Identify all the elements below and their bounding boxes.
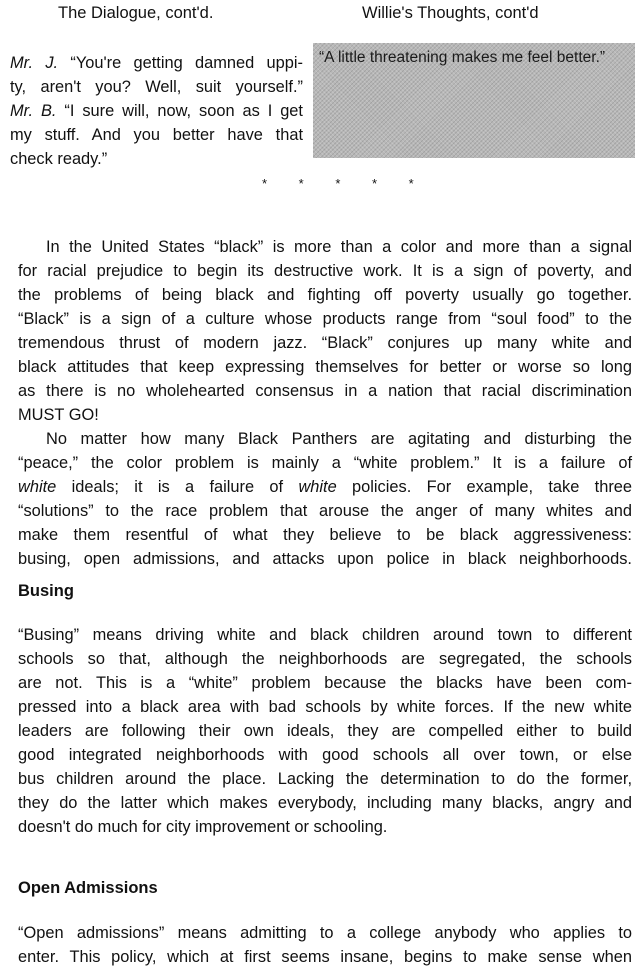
text-line bbox=[18, 945, 632, 969]
italic-text: white bbox=[298, 478, 337, 496]
busing-heading: Busing bbox=[18, 582, 74, 600]
thought-text: “A little threatening makes me feel better.” bbox=[319, 49, 606, 66]
text-run: “Busing” means driving white and black children around town to different bbox=[18, 626, 632, 644]
text-run: enter. This policy, which at first seems insane, begins to make sense when bbox=[18, 948, 632, 966]
text-line bbox=[18, 283, 632, 307]
text-line bbox=[18, 791, 632, 815]
text-line bbox=[10, 147, 303, 171]
text-line bbox=[10, 99, 303, 123]
text-run: “You're getting damned uppi- bbox=[58, 54, 303, 72]
text-line bbox=[18, 767, 632, 791]
text-line bbox=[10, 51, 303, 75]
text-line bbox=[18, 695, 632, 719]
text-run: busing, open admissions, and attacks upon police in black neighborhoods. bbox=[18, 550, 632, 568]
text-line bbox=[18, 331, 632, 355]
text-line bbox=[18, 475, 632, 499]
text-line bbox=[18, 355, 632, 379]
text-run: No matter how many Black Panthers are agitating and disturbing the bbox=[46, 430, 632, 448]
text-run: bus children around the place. Lacking the determination to do the former, bbox=[18, 770, 632, 788]
text-line bbox=[18, 647, 632, 671]
text-line bbox=[18, 259, 632, 283]
text-line bbox=[10, 123, 303, 147]
text-run: tremendous thrust of modern jazz. “Black” conjures up many white and bbox=[18, 334, 632, 352]
text-run: In the United States “black” is more than a color and more than a signal bbox=[46, 238, 632, 256]
text-run: are not. This is a “white” problem because the blacks have been com- bbox=[18, 674, 632, 692]
text-run: black attitudes that keep expressing themselves for better or worse so long bbox=[18, 358, 632, 376]
text-run: pressed into a black area with bad schools by white forces. If the new white bbox=[18, 698, 632, 716]
text-run: leaders are following their own ideals, they are compelled either to build bbox=[18, 722, 632, 740]
thoughts-header: Willie's Thoughts, cont'd bbox=[362, 4, 539, 22]
text-line bbox=[18, 307, 632, 331]
text-line bbox=[18, 623, 632, 647]
text-run: policies. For example, take three bbox=[336, 478, 633, 496]
text-run: they do the latter which makes everybody, including many blacks, angry and bbox=[18, 794, 632, 812]
text-line bbox=[18, 523, 632, 547]
italic-text: Mr. J. bbox=[10, 54, 59, 72]
dialogue-header: The Dialogue, cont'd. bbox=[58, 4, 214, 22]
italic-text: white bbox=[18, 478, 57, 496]
text-run: ty, aren't you? Well, suit yourself.” bbox=[10, 78, 303, 96]
italic-text: Mr. B. bbox=[10, 102, 57, 120]
text-run: as there is no wholehearted consensus in a nation that racial discrimination bbox=[18, 382, 632, 400]
text-run: MUST GO! bbox=[18, 406, 99, 424]
text-line bbox=[18, 379, 632, 403]
text-run: “I sure will, now, soon as I get bbox=[56, 102, 303, 120]
text-line bbox=[18, 815, 632, 839]
text-run: “solutions” to the race problem that arouse the anger of many whites and bbox=[18, 502, 632, 520]
text-line bbox=[46, 427, 632, 451]
thought-box bbox=[313, 43, 635, 158]
open-admissions-heading: Open Admissions bbox=[18, 879, 158, 897]
text-line bbox=[18, 671, 632, 695]
text-line bbox=[18, 403, 632, 427]
text-run: ideals; it is a failure of bbox=[56, 478, 299, 496]
text-line bbox=[18, 547, 632, 571]
text-line bbox=[18, 743, 632, 767]
text-line bbox=[18, 499, 632, 523]
text-run: “peace,” the color problem is mainly a “white problem.” It is a failure of bbox=[18, 454, 632, 472]
section-separator: * * * * * bbox=[262, 176, 428, 191]
text-run: good integrated neighborhoods with good schools all over town, or else bbox=[18, 746, 632, 764]
text-line bbox=[18, 719, 632, 743]
text-run: for racial prejudice to begin its destructive work. It is a sign of poverty, and bbox=[18, 262, 632, 280]
text-run: my stuff. And you better have that bbox=[10, 126, 303, 144]
text-run: “Black” is a sign of a culture whose products range from “soul food” to the bbox=[18, 310, 632, 328]
text-run: doesn't do much for city improvement or schooling. bbox=[18, 818, 388, 836]
text-line bbox=[18, 921, 632, 945]
text-run: check ready.” bbox=[10, 150, 108, 168]
text-run: the problems of being black and fighting off poverty usually go together. bbox=[18, 286, 632, 304]
text-run: schools so that, although the neighborhoods are segregated, the schools bbox=[18, 650, 632, 668]
text-line bbox=[18, 451, 632, 475]
text-line bbox=[10, 75, 303, 99]
text-run: make them resentful of what they believe to be black aggressiveness: bbox=[18, 526, 632, 544]
text-line bbox=[46, 235, 632, 259]
text-run: “Open admissions” means admitting to a college anybody who applies to bbox=[18, 924, 632, 942]
